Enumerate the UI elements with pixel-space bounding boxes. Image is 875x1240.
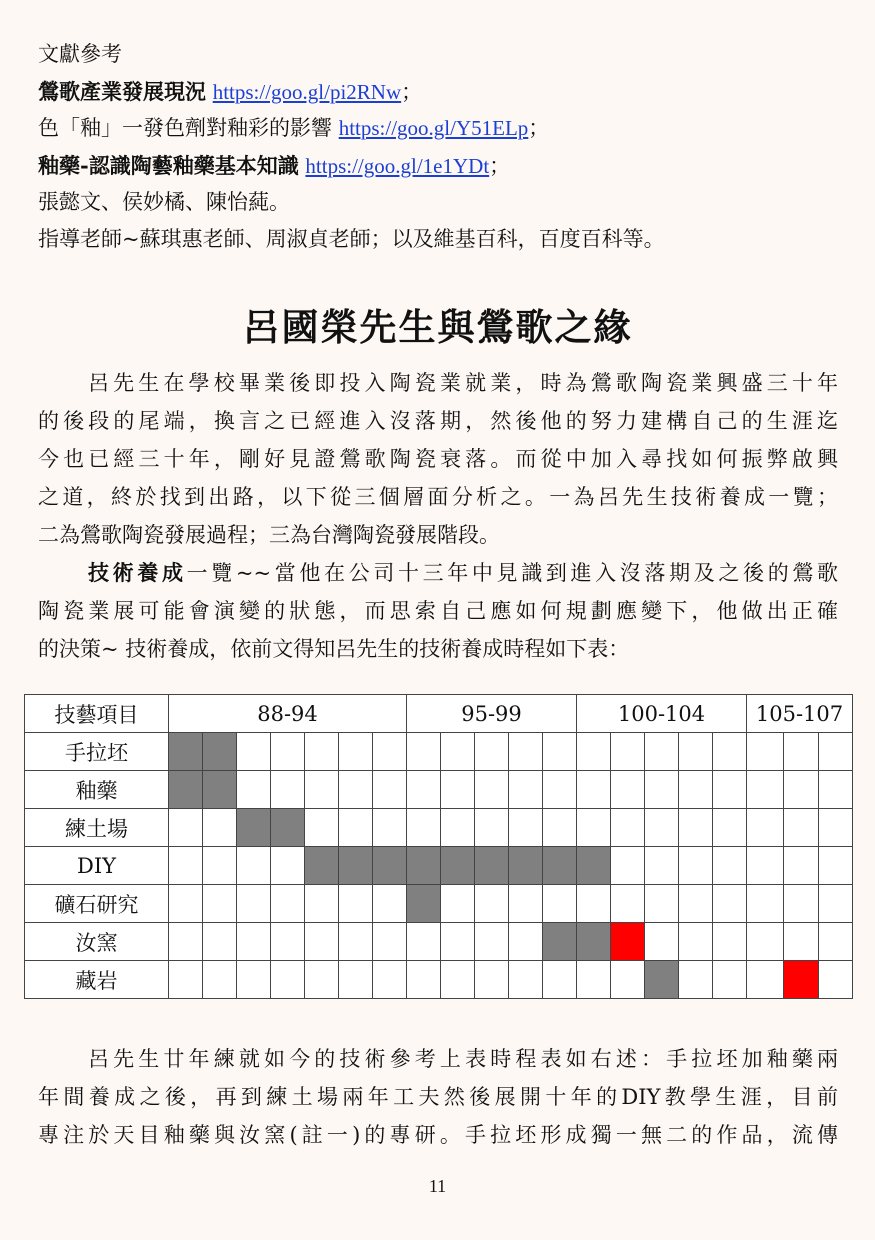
empty-cell <box>339 733 373 771</box>
empty-cell <box>819 847 853 885</box>
empty-cell <box>747 923 784 961</box>
empty-cell <box>271 733 305 771</box>
empty-cell <box>611 733 645 771</box>
empty-cell <box>679 885 713 923</box>
empty-cell <box>713 771 747 809</box>
filled-cell <box>373 847 407 885</box>
empty-cell <box>169 961 203 999</box>
empty-cell <box>679 771 713 809</box>
empty-cell <box>713 809 747 847</box>
filled-cell <box>237 809 271 847</box>
empty-cell <box>543 885 577 923</box>
empty-cell <box>509 923 543 961</box>
filled-cell <box>577 847 611 885</box>
empty-cell <box>713 923 747 961</box>
reference-suffix: ； <box>489 154 511 178</box>
empty-cell <box>441 809 475 847</box>
empty-cell <box>373 771 407 809</box>
empty-cell <box>373 961 407 999</box>
filled-cell <box>339 847 373 885</box>
empty-cell <box>713 961 747 999</box>
empty-cell <box>747 733 784 771</box>
empty-cell <box>577 771 611 809</box>
empty-cell <box>645 847 679 885</box>
empty-cell <box>441 961 475 999</box>
empty-cell <box>577 733 611 771</box>
filled-cell <box>543 923 577 961</box>
empty-cell <box>611 809 645 847</box>
filled-cell <box>441 847 475 885</box>
empty-cell <box>784 809 819 847</box>
empty-cell <box>819 809 853 847</box>
empty-cell <box>271 885 305 923</box>
period-header: 100-104 <box>577 695 747 733</box>
reference-title: 釉藥-認識陶藝釉藥基本知識 <box>38 153 299 178</box>
empty-cell <box>747 961 784 999</box>
empty-cell <box>475 923 509 961</box>
technique-paragraph <box>38 554 838 668</box>
table-row <box>25 885 853 923</box>
reference-link[interactable]: https://goo.gl/pi2RNw <box>212 80 402 104</box>
empty-cell <box>305 771 339 809</box>
reference-suffix: ； <box>401 80 423 104</box>
period-header: 88-94 <box>169 695 407 733</box>
empty-cell <box>645 733 679 771</box>
empty-cell <box>373 885 407 923</box>
empty-cell <box>784 923 819 961</box>
paragraph-line: 呂先生廿年練就如今的技術參考上表時程表如右述：手拉坯加釉藥兩 <box>88 1047 838 1071</box>
empty-cell <box>203 847 237 885</box>
empty-cell <box>509 885 543 923</box>
empty-cell <box>271 961 305 999</box>
empty-cell <box>407 733 441 771</box>
empty-cell <box>747 771 784 809</box>
empty-cell <box>407 809 441 847</box>
empty-cell <box>237 923 271 961</box>
paragraph-line: 今也已經三十年，剛好見證鶯歌陶瓷衰落。而從中加入尋找如何振弊啟興 <box>38 447 838 471</box>
empty-cell <box>441 923 475 961</box>
empty-cell <box>543 961 577 999</box>
empty-cell <box>509 733 543 771</box>
highlight-cell <box>611 923 645 961</box>
filled-cell <box>475 847 509 885</box>
empty-cell <box>747 885 784 923</box>
empty-cell <box>645 923 679 961</box>
empty-cell <box>305 809 339 847</box>
empty-cell <box>169 809 203 847</box>
empty-cell <box>475 961 509 999</box>
empty-cell <box>679 847 713 885</box>
empty-cell <box>169 847 203 885</box>
empty-cell <box>784 885 819 923</box>
empty-cell <box>407 961 441 999</box>
highlight-cell <box>784 961 819 999</box>
empty-cell <box>611 961 645 999</box>
table-row <box>25 961 853 999</box>
empty-cell <box>305 885 339 923</box>
empty-cell <box>645 809 679 847</box>
empty-cell <box>339 809 373 847</box>
empty-cell <box>271 847 305 885</box>
empty-cell <box>509 809 543 847</box>
empty-cell <box>611 847 645 885</box>
filled-cell <box>169 733 203 771</box>
reference-link[interactable]: https://goo.gl/1e1YDt <box>305 154 490 178</box>
paragraph-line: 之道，終於找到出路，以下從三個層面分析之。一為呂先生技術養成一覽； <box>38 485 838 509</box>
reference-authors: 張懿文、侯妙橘、陳怡蒓。 <box>38 190 290 214</box>
intro-paragraph <box>38 364 838 554</box>
table-row <box>25 809 853 847</box>
empty-cell <box>339 885 373 923</box>
empty-cell <box>169 923 203 961</box>
row-label: 練土場 <box>25 809 169 847</box>
empty-cell <box>747 847 784 885</box>
empty-cell <box>237 885 271 923</box>
empty-cell <box>475 771 509 809</box>
empty-cell <box>339 771 373 809</box>
paragraph-line: 呂先生在學校畢業後即投入陶瓷業就業，時為鶯歌陶瓷業興盛三十年 <box>88 371 838 395</box>
empty-cell <box>407 771 441 809</box>
empty-cell <box>271 771 305 809</box>
paragraph-line <box>38 554 838 592</box>
skill-schedule-table <box>24 694 853 999</box>
header-label: 技藝項目 <box>25 695 169 733</box>
empty-cell <box>305 733 339 771</box>
reference-item <box>38 73 838 110</box>
empty-cell <box>203 885 237 923</box>
reference-item <box>38 147 838 184</box>
empty-cell <box>271 923 305 961</box>
row-label: 汝窯 <box>25 923 169 961</box>
paragraph-line: 專注於天目釉藥與汝窯(註一)的專研。手拉坯形成獨一無二的作品，流傳 <box>38 1123 838 1147</box>
empty-cell <box>645 771 679 809</box>
references-heading: 文獻參考 <box>38 42 122 66</box>
filled-cell <box>271 809 305 847</box>
empty-cell <box>819 961 853 999</box>
table-row <box>25 733 853 771</box>
empty-cell <box>747 809 784 847</box>
references-section <box>38 36 838 258</box>
empty-cell <box>577 961 611 999</box>
empty-cell <box>784 771 819 809</box>
reference-title: 色「釉」一發色劑對釉彩的影響 <box>38 116 332 140</box>
row-label: 釉藥 <box>25 771 169 809</box>
empty-cell <box>475 885 509 923</box>
summary-paragraph <box>38 1040 838 1154</box>
empty-cell <box>784 733 819 771</box>
empty-cell <box>819 733 853 771</box>
filled-cell <box>543 847 577 885</box>
filled-cell <box>305 847 339 885</box>
filled-cell <box>203 771 237 809</box>
empty-cell <box>713 733 747 771</box>
period-header: 95-99 <box>407 695 577 733</box>
empty-cell <box>577 809 611 847</box>
empty-cell <box>784 847 819 885</box>
paragraph-line: 陶瓷業展可能會演變的狀態，而思索自己應如何規劃應變下，他做出正確 <box>38 599 838 623</box>
empty-cell <box>169 885 203 923</box>
empty-cell <box>475 809 509 847</box>
empty-cell <box>679 961 713 999</box>
reference-suffix: ； <box>528 116 550 140</box>
empty-cell <box>645 885 679 923</box>
empty-cell <box>373 733 407 771</box>
row-label: 手拉坯 <box>25 733 169 771</box>
empty-cell <box>475 733 509 771</box>
empty-cell <box>441 885 475 923</box>
filled-cell <box>645 961 679 999</box>
empty-cell <box>713 885 747 923</box>
reference-title: 鶯歌產業發展現況 <box>38 79 206 104</box>
filled-cell <box>577 923 611 961</box>
empty-cell <box>441 771 475 809</box>
empty-cell <box>819 923 853 961</box>
filled-cell <box>203 733 237 771</box>
empty-cell <box>679 809 713 847</box>
empty-cell <box>305 923 339 961</box>
empty-cell <box>441 733 475 771</box>
empty-cell <box>373 923 407 961</box>
empty-cell <box>543 771 577 809</box>
table-row <box>25 847 853 885</box>
period-header: 105-107 <box>747 695 853 733</box>
page-number: 11 <box>428 1176 447 1196</box>
reference-link[interactable]: https://goo.gl/Y51ELp <box>338 116 529 140</box>
reference-item <box>38 110 838 147</box>
empty-cell <box>237 733 271 771</box>
row-label: DIY <box>25 847 169 885</box>
bold-term: 技術養成 <box>88 560 187 585</box>
empty-cell <box>509 961 543 999</box>
empty-cell <box>203 961 237 999</box>
filled-cell <box>169 771 203 809</box>
empty-cell <box>819 885 853 923</box>
table-header-row <box>25 695 853 733</box>
empty-cell <box>237 961 271 999</box>
paragraph-line: 二為鶯歌陶瓷發展過程；三為台灣陶瓷發展階段。 <box>38 523 500 547</box>
table-row <box>25 771 853 809</box>
empty-cell <box>577 885 611 923</box>
paragraph-line: 年間養成之後，再到練土場兩年工夫然後展開十年的DIY教學生涯，目前 <box>38 1085 838 1109</box>
empty-cell <box>611 771 645 809</box>
empty-cell <box>543 809 577 847</box>
filled-cell <box>407 885 441 923</box>
empty-cell <box>305 961 339 999</box>
empty-cell <box>679 923 713 961</box>
table-row <box>25 923 853 961</box>
empty-cell <box>339 923 373 961</box>
row-label: 礦石研究 <box>25 885 169 923</box>
row-label: 藏岩 <box>25 961 169 999</box>
empty-cell <box>679 733 713 771</box>
empty-cell <box>339 961 373 999</box>
empty-cell <box>373 809 407 847</box>
paragraph-line: 的決策~ 技術養成，依前文得知呂先生的技術養成時程如下表： <box>38 637 630 661</box>
paragraph-line: 的後段的尾端，換言之已經進入沒落期，然後他的努力建構自己的生涯迄 <box>38 409 838 433</box>
empty-cell <box>237 771 271 809</box>
empty-cell <box>203 923 237 961</box>
empty-cell <box>713 847 747 885</box>
empty-cell <box>543 733 577 771</box>
section-title: 呂國榮先生與鶯歌之緣 <box>242 305 633 349</box>
empty-cell <box>509 771 543 809</box>
empty-cell <box>203 809 237 847</box>
line-text: 一覽~~當他在公司十三年中見識到進入沒落期及之後的鶯歌 <box>186 561 838 585</box>
filled-cell <box>509 847 543 885</box>
empty-cell <box>237 847 271 885</box>
empty-cell <box>611 885 645 923</box>
filled-cell <box>407 847 441 885</box>
empty-cell <box>819 771 853 809</box>
reference-advisors: 指導老師~蘇琪惠老師、周淑貞老師；以及維基百科，百度百科等。 <box>38 227 665 251</box>
empty-cell <box>407 923 441 961</box>
